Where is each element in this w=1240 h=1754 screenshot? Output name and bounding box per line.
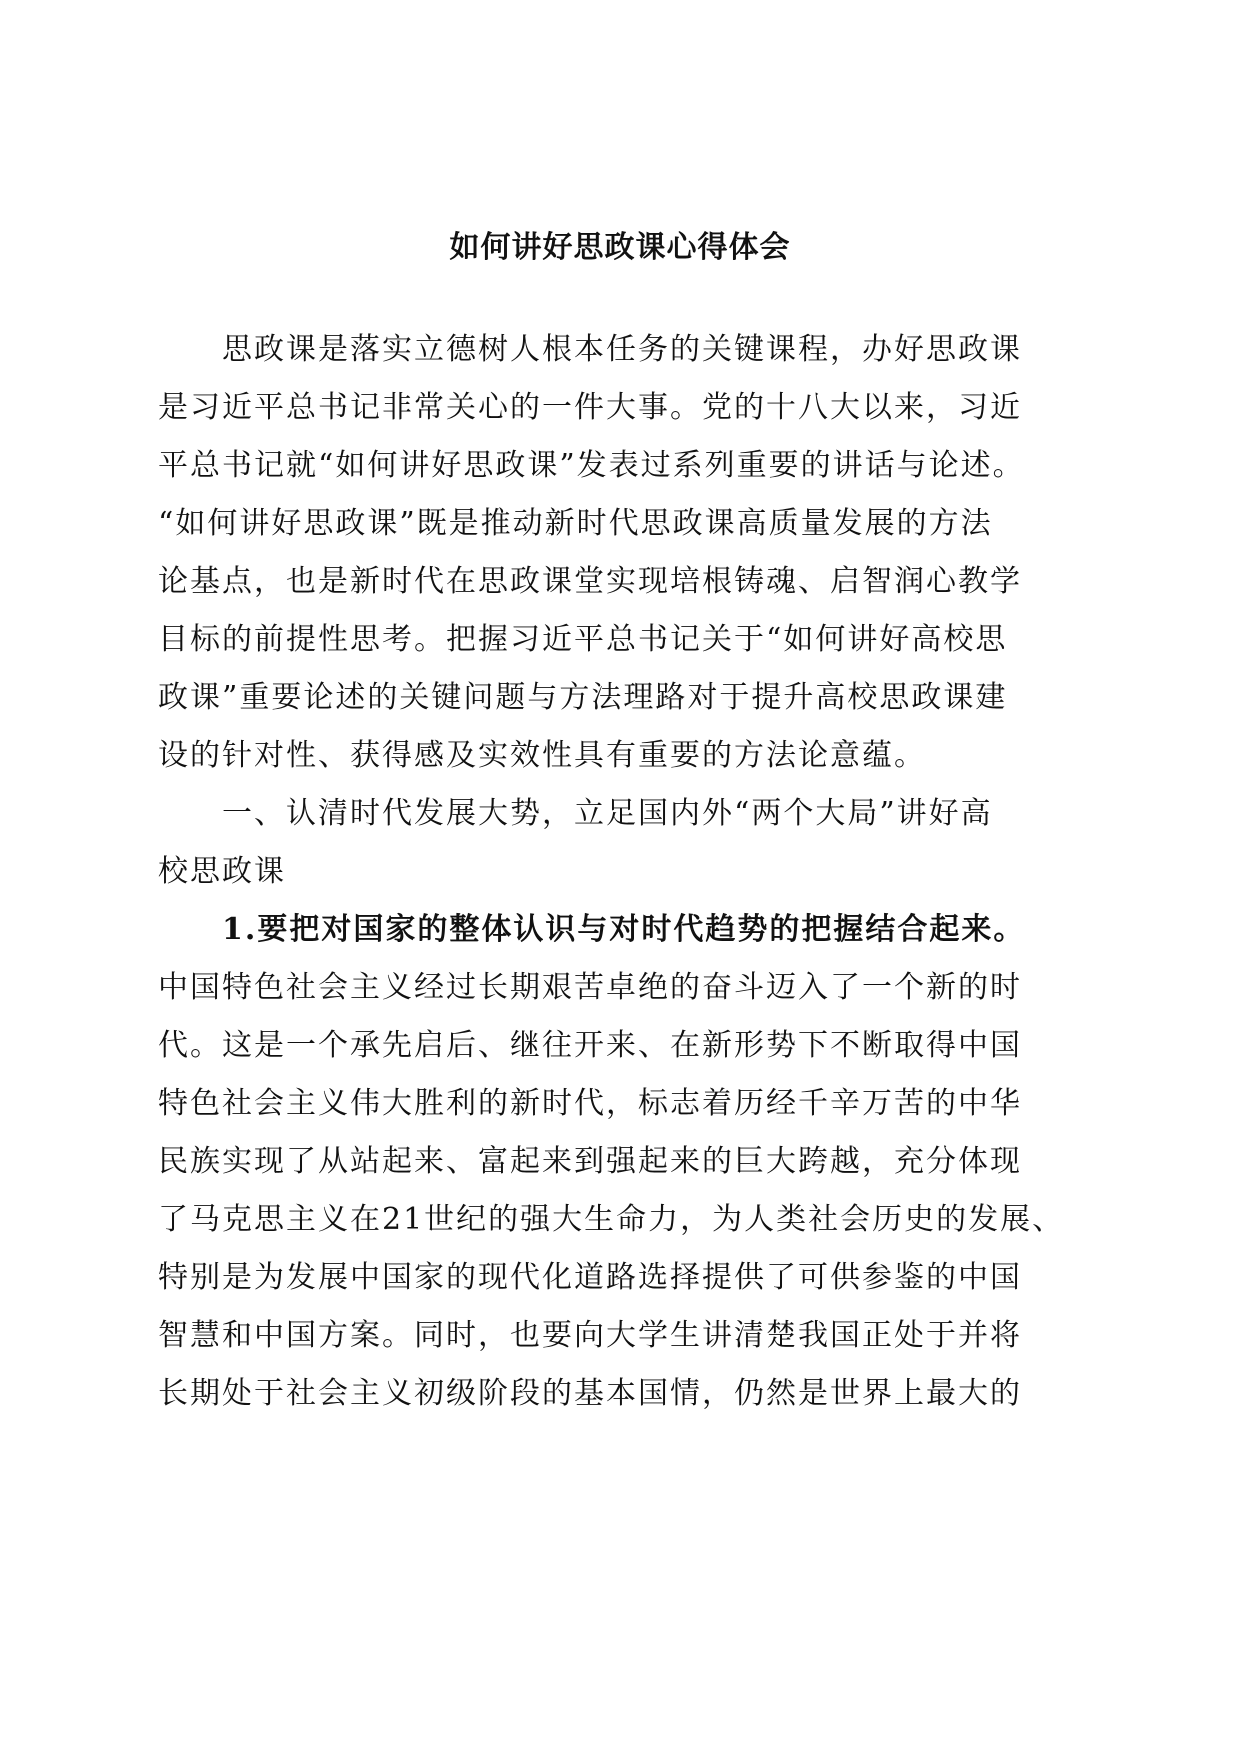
body-line: 特色社会主义伟大胜利的新时代，标志着历经千辛万苦的中华 bbox=[158, 1086, 1022, 1121]
body-line: 思政课是落实立德树人根本任务的关键课程，办好思政课 bbox=[222, 332, 1022, 367]
body-line: 了马克思主义在21世纪的强大生命力，为人类社会历史的发展、 bbox=[158, 1202, 1065, 1237]
body-line: 平总书记就“如何讲好思政课”发表过系列重要的讲话与论述。 bbox=[158, 448, 1025, 483]
body-line: 论基点，也是新时代在思政课堂实现培根铸魂、启智润心教学 bbox=[158, 564, 1022, 599]
body-line: 代。这是一个承先启后、继往开来、在新形势下不断取得中国 bbox=[158, 1028, 1022, 1063]
body-line: 中国特色社会主义经过长期艰苦卓绝的奋斗迈入了一个新的时 bbox=[158, 970, 1022, 1005]
body-line: 长期处于社会主义初级阶段的基本国情，仍然是世界上最大的 bbox=[158, 1376, 1022, 1411]
body-line: 智慧和中国方案。同时，也要向大学生讲清楚我国正处于并将 bbox=[158, 1318, 1022, 1353]
section-heading-line: 一、认清时代发展大势，立足国内外“两个大局”讲好高 bbox=[222, 796, 993, 831]
page-title: 如何讲好思政课心得体会 bbox=[449, 230, 791, 265]
body-line: 是习近平总书记非常关心的一件大事。党的十八大以来，习近 bbox=[158, 390, 1022, 425]
section-heading-line: 校思政课 bbox=[158, 854, 286, 889]
body-line: 目标的前提性思考。把握习近平总书记关于“如何讲好高校思 bbox=[158, 622, 1008, 657]
body-line: 设的针对性、获得感及实效性具有重要的方法论意蕴。 bbox=[158, 738, 926, 773]
body-line: 民族实现了从站起来、富起来到强起来的巨大跨越，充分体现 bbox=[158, 1144, 1022, 1179]
body-line: 特别是为发展中国家的现代化道路选择提供了可供参鉴的中国 bbox=[158, 1260, 1022, 1295]
body-line: 政课”重要论述的关键问题与方法理路对于提升高校思政课建 bbox=[158, 680, 1008, 715]
body-line: “如何讲好思政课”既是推动新时代思政课高质量发展的方法 bbox=[158, 506, 993, 541]
subsection-heading: 1.要把对国家的整体认识与对时代趋势的把握结合起来。 bbox=[222, 912, 1026, 947]
